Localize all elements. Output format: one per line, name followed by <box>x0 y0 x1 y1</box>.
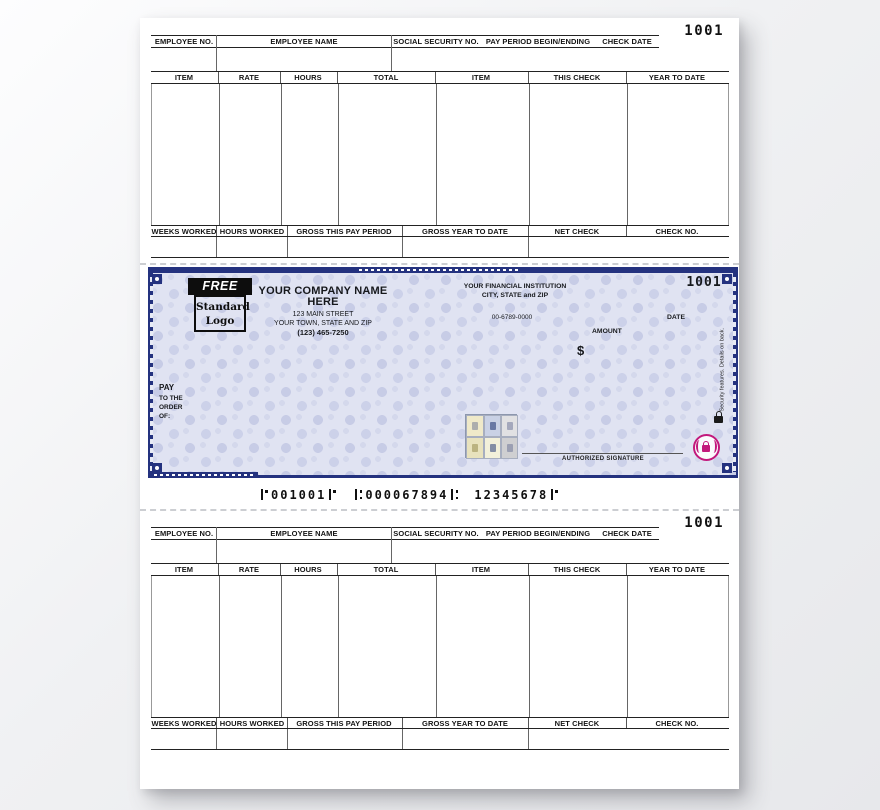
item-label: ITEM <box>174 565 194 574</box>
perforation-top <box>140 263 739 265</box>
divider <box>402 729 403 749</box>
year-to-date-label: YEAR TO DATE <box>648 565 706 574</box>
divider <box>216 237 217 257</box>
rate-label: RATE <box>238 73 260 82</box>
employee-no-label: EMPLOYEE NO. <box>154 529 214 538</box>
gross-ytd-label: GROSS YEAR TO DATE <box>422 227 508 236</box>
thumb-cell <box>501 437 518 459</box>
divider <box>337 72 338 83</box>
gross-pay-period-label: GROSS THIS PAY PERIOD <box>296 227 392 236</box>
microprint-top <box>359 269 521 271</box>
micr-line <box>258 488 561 501</box>
divider <box>626 72 627 83</box>
divider <box>528 72 529 83</box>
thumb-mark <box>472 422 478 431</box>
security-note-vertical: Security features. Details on back. <box>719 328 726 412</box>
security-emblem-icon <box>693 434 720 461</box>
divider <box>280 72 281 83</box>
pay-stub-top <box>151 24 729 258</box>
emblem-lock-icon <box>702 445 710 452</box>
thumb-cell <box>501 415 518 437</box>
pay-to-order-block <box>159 382 183 422</box>
items-body <box>151 84 729 225</box>
perforation-bottom <box>140 509 739 511</box>
micr-onus-symbol <box>551 489 558 500</box>
column-divider <box>436 84 437 225</box>
summary-header <box>151 717 729 729</box>
thumb-mark <box>507 422 513 431</box>
pay-period-label: PAY PERIOD BEGIN/ENDING <box>485 529 591 538</box>
divider <box>287 237 288 257</box>
divider <box>402 237 403 257</box>
item-label: ITEM <box>174 73 194 82</box>
divider <box>626 564 627 575</box>
employee-name-label: EMPLOYEE NAME <box>270 37 338 46</box>
column-divider <box>281 84 282 225</box>
company-city: YOUR TOWN, STATE AND ZIP <box>274 320 372 327</box>
check-right-border <box>736 267 738 475</box>
net-check-label: NET CHECK <box>554 719 600 728</box>
pay-label: PAY <box>159 383 175 392</box>
logo-line1: Standard <box>196 301 250 313</box>
employee-name-label: EMPLOYEE NAME <box>270 529 338 538</box>
stub-check-number: 1001 <box>684 515 724 531</box>
divider <box>528 226 529 236</box>
divider <box>337 564 338 575</box>
micr-transit-symbol <box>451 489 458 500</box>
company-name: YOUR COMPANY NAME HERE <box>258 285 388 308</box>
free-logo-banner: FREE <box>188 278 252 295</box>
check-body <box>148 267 738 478</box>
company-block <box>244 286 402 337</box>
total-label: TOTAL <box>373 73 399 82</box>
micr-routing-number: 000067894 <box>365 487 449 502</box>
security-features-thumbnail <box>465 414 517 458</box>
column-divider <box>529 576 530 717</box>
divider <box>216 35 217 71</box>
micr-account-number: 12345678 <box>474 487 549 502</box>
stub-bottom-rule <box>151 749 729 750</box>
corner-ornament-top-left <box>152 274 162 284</box>
thumb-cell <box>484 415 501 437</box>
date-label: DATE <box>667 314 685 321</box>
net-check-label: NET CHECK <box>554 227 600 236</box>
items-body <box>151 576 729 717</box>
divider <box>216 226 217 236</box>
thumb-mark <box>472 444 478 453</box>
column-divider <box>436 576 437 717</box>
thumb-mark <box>490 444 496 453</box>
thumb-mark <box>507 444 513 453</box>
bank-name: YOUR FINANCIAL INSTITUTION <box>463 283 567 290</box>
employee-no-label: EMPLOYEE NO. <box>154 37 214 46</box>
divider <box>626 226 627 236</box>
thumb-cell <box>466 437 484 459</box>
divider <box>391 527 392 563</box>
bank-city: CITY, STATE and ZIP <box>481 291 549 299</box>
gross-pay-period-label: GROSS THIS PAY PERIOD <box>296 719 392 728</box>
to-the-label: TO THE <box>159 394 183 402</box>
divider <box>528 237 529 257</box>
item2-label: ITEM <box>471 565 491 574</box>
items-header <box>151 71 729 84</box>
company-phone: (123) 465-7250 <box>297 328 349 337</box>
thumb-mark <box>490 422 496 431</box>
thumb-cell <box>466 415 484 437</box>
rate-label: RATE <box>238 565 260 574</box>
order-label: ORDER <box>159 404 183 412</box>
gross-ytd-label: GROSS YEAR TO DATE <box>422 719 508 728</box>
divider <box>528 729 529 749</box>
check-top-border <box>148 267 738 273</box>
dollar-sign: $ <box>577 343 585 358</box>
ssn-label: SOCIAL SECURITY NO. <box>393 529 479 538</box>
divider <box>435 564 436 575</box>
microprint-bottom <box>154 474 254 476</box>
pay-period-label: PAY PERIOD BEGIN/ENDING <box>485 37 591 46</box>
divider <box>287 729 288 749</box>
column-divider <box>219 84 220 225</box>
hours-worked-label: HOURS WORKED <box>219 227 285 236</box>
summary-header <box>151 225 729 237</box>
divider <box>528 718 529 728</box>
divider <box>216 718 217 728</box>
divider <box>216 729 217 749</box>
thumb-cell <box>484 437 501 459</box>
item2-label: ITEM <box>471 73 491 82</box>
hours-worked-label: HOURS WORKED <box>219 719 285 728</box>
column-divider <box>219 576 220 717</box>
signature-line <box>522 453 683 454</box>
divider <box>287 226 288 236</box>
divider <box>528 564 529 575</box>
micr-onus-symbol <box>261 489 268 500</box>
employee-info-header <box>151 35 659 48</box>
check-date-label: CHECK DATE <box>602 37 652 46</box>
pay-stub-bottom <box>151 516 729 750</box>
divider <box>216 527 217 563</box>
employee-info-header <box>151 527 659 540</box>
authorized-signature-label: AUTHORIZED SIGNATURE <box>562 456 644 462</box>
weeks-worked-label: WEEKS WORKED <box>151 719 217 728</box>
column-divider <box>627 576 628 717</box>
divider <box>218 72 219 83</box>
micr-transit-symbol <box>355 489 362 500</box>
right-border-ticks <box>733 273 736 472</box>
bank-block <box>448 283 582 301</box>
company-street: 123 MAIN STREET <box>292 311 354 318</box>
check-no-label: CHECK NO. <box>655 227 699 236</box>
left-border-ticks <box>150 273 153 472</box>
check-date-label: CHECK DATE <box>602 529 652 538</box>
micr-check-number: 001001 <box>271 487 327 502</box>
weeks-worked-label: WEEKS WORKED <box>151 227 217 236</box>
this-check-label: THIS CHECK <box>553 73 601 82</box>
corner-ornament-bottom-left <box>152 463 162 473</box>
standard-logo-box <box>194 295 250 332</box>
this-check-label: THIS CHECK <box>553 565 601 574</box>
check-no-label: CHECK NO. <box>655 719 699 728</box>
check-number: 1001 <box>686 275 722 290</box>
logo-line2: Logo <box>205 315 235 328</box>
column-divider <box>338 576 339 717</box>
amount-label: AMOUNT <box>592 328 622 335</box>
padlock-icon <box>714 416 723 423</box>
ssn-label: SOCIAL SECURITY NO. <box>393 37 479 46</box>
of-label: OF: <box>159 413 171 421</box>
divider <box>280 564 281 575</box>
microprint-bottom-bar <box>150 472 258 478</box>
divider <box>435 72 436 83</box>
corner-ornament-bottom-right <box>722 463 732 473</box>
divider <box>218 564 219 575</box>
stub-bottom-rule <box>151 257 729 258</box>
hours-label: HOURS <box>294 565 322 574</box>
divider <box>287 718 288 728</box>
year-to-date-label: YEAR TO DATE <box>648 73 706 82</box>
bank-fraction-number: 00-6789-0000 <box>491 314 533 321</box>
check-sheet <box>140 18 739 789</box>
column-divider <box>281 576 282 717</box>
column-divider <box>627 84 628 225</box>
column-divider <box>529 84 530 225</box>
column-divider <box>338 84 339 225</box>
divider <box>626 718 627 728</box>
total-label: TOTAL <box>373 565 399 574</box>
micr-onus-symbol <box>329 489 336 500</box>
stub-check-number: 1001 <box>684 23 724 39</box>
divider <box>402 226 403 236</box>
divider <box>402 718 403 728</box>
hours-label: HOURS <box>294 73 322 82</box>
items-header <box>151 563 729 576</box>
divider <box>391 35 392 71</box>
